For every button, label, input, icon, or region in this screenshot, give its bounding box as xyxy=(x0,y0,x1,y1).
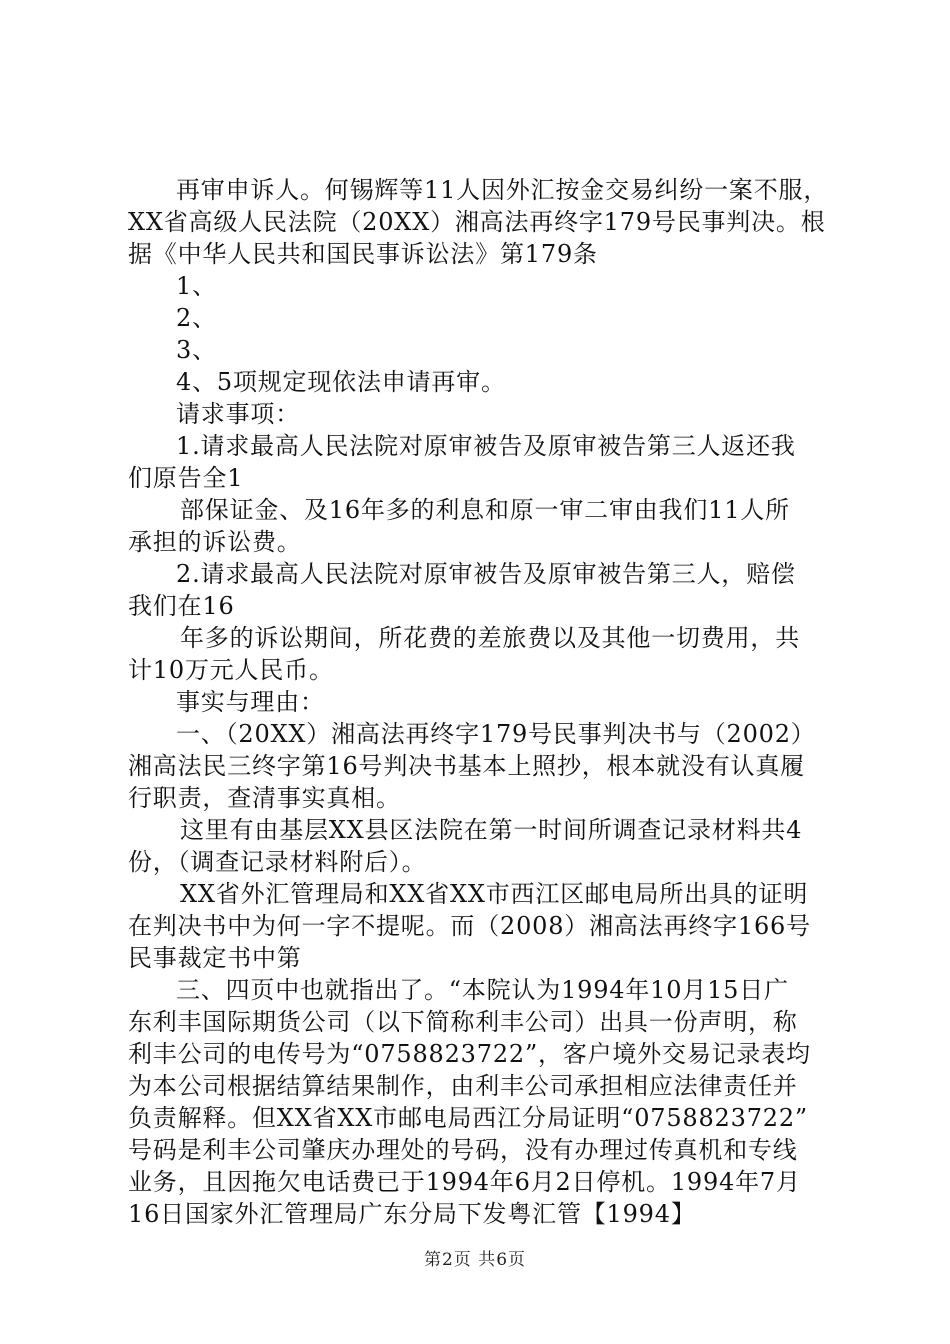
document-line: 湘高法民三终字第16号判决书基本上照抄，根本就没有认真履 xyxy=(128,752,805,780)
document-line: 在判决书中为何一字不提呢。而（2008）湘高法再终字166号 xyxy=(128,912,811,940)
document-line: 4、5项规定现依法申请再审。 xyxy=(176,368,506,396)
document-line: 1、 xyxy=(176,272,217,300)
document-line: 利丰公司的电传号为“0758823722”，客户境外交易记录表均 xyxy=(128,1040,811,1068)
document-line: 计10万元人民币。 xyxy=(128,656,334,684)
document-line: 业务，且因拖欠电话费已于1994年6月2日停机。1994年7月 xyxy=(128,1168,801,1196)
document-line: 这里有由基层XX县区法院在第一时间所调查记录材料共4 xyxy=(180,816,803,844)
document-line: 号码是利丰公司肇庆办理处的号码，没有办理过传真机和专线 xyxy=(128,1136,798,1164)
document-line: 1.请求最高人民法院对原审被告及原审被告第三人返还我 xyxy=(176,432,796,460)
document-line: 再审申诉人。何锡辉等11人因外汇按金交易纠纷一案不服， xyxy=(176,176,829,204)
document-line: 行职责，查清事实真相。 xyxy=(128,784,401,812)
page-footer: 第2页 共6页 xyxy=(423,1250,527,1270)
document-line: 部保证金、及16年多的利息和原一审二审由我们11人所 xyxy=(180,496,790,524)
document-line: 为本公司根据结算结果制作，由利丰公司承担相应法律责任并 xyxy=(128,1072,798,1100)
document-line: XX省外汇管理局和XX省XX市西江区邮电局所出具的证明 xyxy=(180,880,809,908)
document-line: 我们在16 xyxy=(128,592,235,620)
document-line: 三、四页中也就指出了。“本院认为1994年10月15日广 xyxy=(176,976,789,1004)
document-line: 一、（20XX）湘高法再终字179号民事判决书与（2002） xyxy=(176,720,816,748)
document-line: 东利丰国际期货公司（以下简称利丰公司）出具一份声明，称 xyxy=(128,1008,798,1036)
document-line: 负责解释。但XX省XX市邮电局西江分局证明“0758823722” xyxy=(128,1104,808,1132)
document-line: 承担的诉讼费。 xyxy=(128,528,302,556)
document-line: 2.请求最高人民法院对原审被告及原审被告第三人，赔偿 xyxy=(176,560,796,588)
document-line: 16日国家外汇管理局广东分局下发粤汇管【1994】 xyxy=(128,1200,696,1228)
document-line: 年多的诉讼期间，所花费的差旅费以及其他一切费用，共 xyxy=(180,624,800,652)
document-line: 们原告全1 xyxy=(128,464,244,492)
document-line: 请求事项： xyxy=(176,400,300,428)
document-line: 3、 xyxy=(176,336,217,364)
document-line: 事实与理由： xyxy=(176,688,325,716)
document-line: XX省高级人民法院（20XX）湘高法再终字179号民事判决。根 xyxy=(128,208,826,236)
document-body xyxy=(128,174,832,1230)
document-line: 民事裁定书中第 xyxy=(128,944,302,972)
document-line: 份，（调查记录材料附后）。 xyxy=(128,848,427,876)
document-line: 据《中华人民共和国民事诉讼法》第179条 xyxy=(128,240,598,268)
document-line: 2、 xyxy=(176,304,217,332)
